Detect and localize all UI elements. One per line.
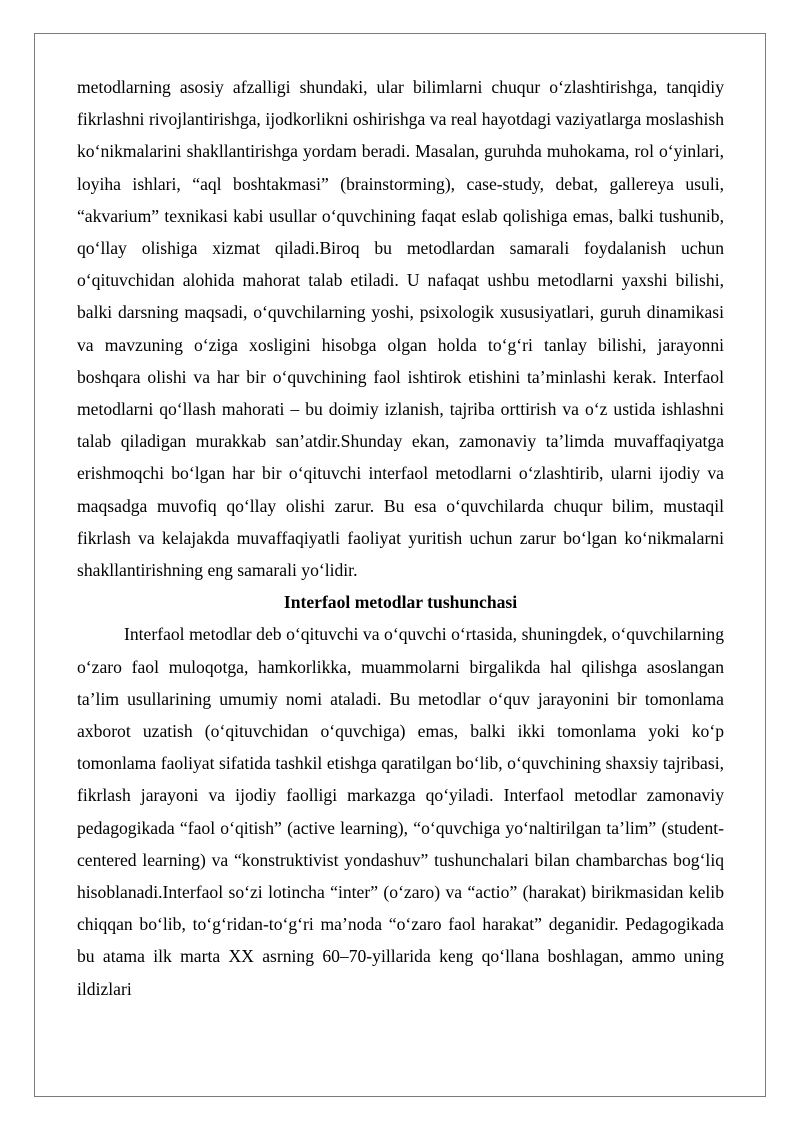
paragraph-definition: Interfaol metodlar deb o‘qituvchi va o‘quvchi o‘rtasida, shuningdek, o‘quvchilarning o‘zaro faol muloqotga, hamkorlikka, muammolarni birgalikda hal qilishga asoslangan ta’lim usullarining umumiy nomi ataladi. Bu metodlar o‘quv jarayonini bir tomonlama axborot uzatish (o‘qituvchidan o‘quvchiga) emas, balki ikki tomonlama yoki ko‘p tomonlama faoliyat sifatida tashkil etishga qaratilgan bo‘lib, o‘quvchining shaxsiy tajribasi, fikrlash jarayoni va ijodiy faolligi markazga qo‘yiladi. Interfaol metodlar zamonaviy pedagogikada “faol o‘qitish” (active learning), “o‘quvchiga yo‘naltirilgan ta’lim” (student-centered learning) va “konstruktivist yondashuv” tushunchalari bilan chambarchas bog‘liq hisoblanadi.Interfaol so‘zi lotincha “inter” (o‘zaro) va “actio” (harakat) birikmasidan kelib chiqqan bo‘lib, to‘g‘ridan-to‘g‘ri ma’noda “o‘zaro faol harakat” deganidir. Pedagogikada bu atama ilk marta XX asrning 60–70-yillarida keng qo‘llana boshlagan, ammo uning ildizlari: [77, 624, 724, 999]
document-body: [77, 71, 724, 1005]
paragraph-intro: metodlarning asosiy afzalligi shundaki, ular bilimlarni chuqur o‘zlashtirishga, tanqidiy fikrlashni rivojlantirishga, ijodkorlikni oshirishga va real hayotdagi vaziyatlarga moslashish ko‘nikmalarini shakllantirishga yordam beradi. Masalan, guruhda muhokama, rol o‘yinlari, loyiha ishlari, “aql boshtakmasi” (brainstorming), case-study, debat, gallereya usuli, “akvarium” texnikasi kabi usullar o‘quvchining faqat eslab qolishiga emas, balki tushunib, qo‘llay olishiga xizmat qiladi.Biroq bu metodlardan samarali foydalanish uchun o‘qituvchidan alohida mahorat talab etiladi. U nafaqat ushbu metodlarni yaxshi bilishi, balki darsning maqsadi, o‘quvchilarning yoshi, psixologik xususiyatlari, guruh dinamikasi va mavzuning o‘ziga xosligini hisobga olgan holda to‘g‘ri tanlay bilishi, jarayonni boshqara olishi va har bir o‘quvchining faol ishtirok etishini ta’minlashi kerak. Interfaol metodlarni qo‘llash mahorati – bu doimiy izlanish, tajriba orttirish va o‘z ustida ishlashni talab qiladigan murakkab san’atdir.Shunday ekan, zamonaviy ta’limda muvaffaqiyatga erishmoqchi bo‘lgan har bir o‘qituvchi interfaol metodlarni o‘zlashtirib, ularni ijodiy va maqsadga muvofiq qo‘llay olishi zarur. Bu esa o‘quvchilarda chuqur bilim, mustaqil fikrlash va kelajakda muvaffaqiyatli faoliyat yuritish uchun zarur bo‘lgan ko‘nikmalarni shakllantirishning eng samarali yo‘lidir.: [77, 77, 724, 581]
section-heading: Interfaol metodlar tushunchasi: [283, 592, 518, 613]
